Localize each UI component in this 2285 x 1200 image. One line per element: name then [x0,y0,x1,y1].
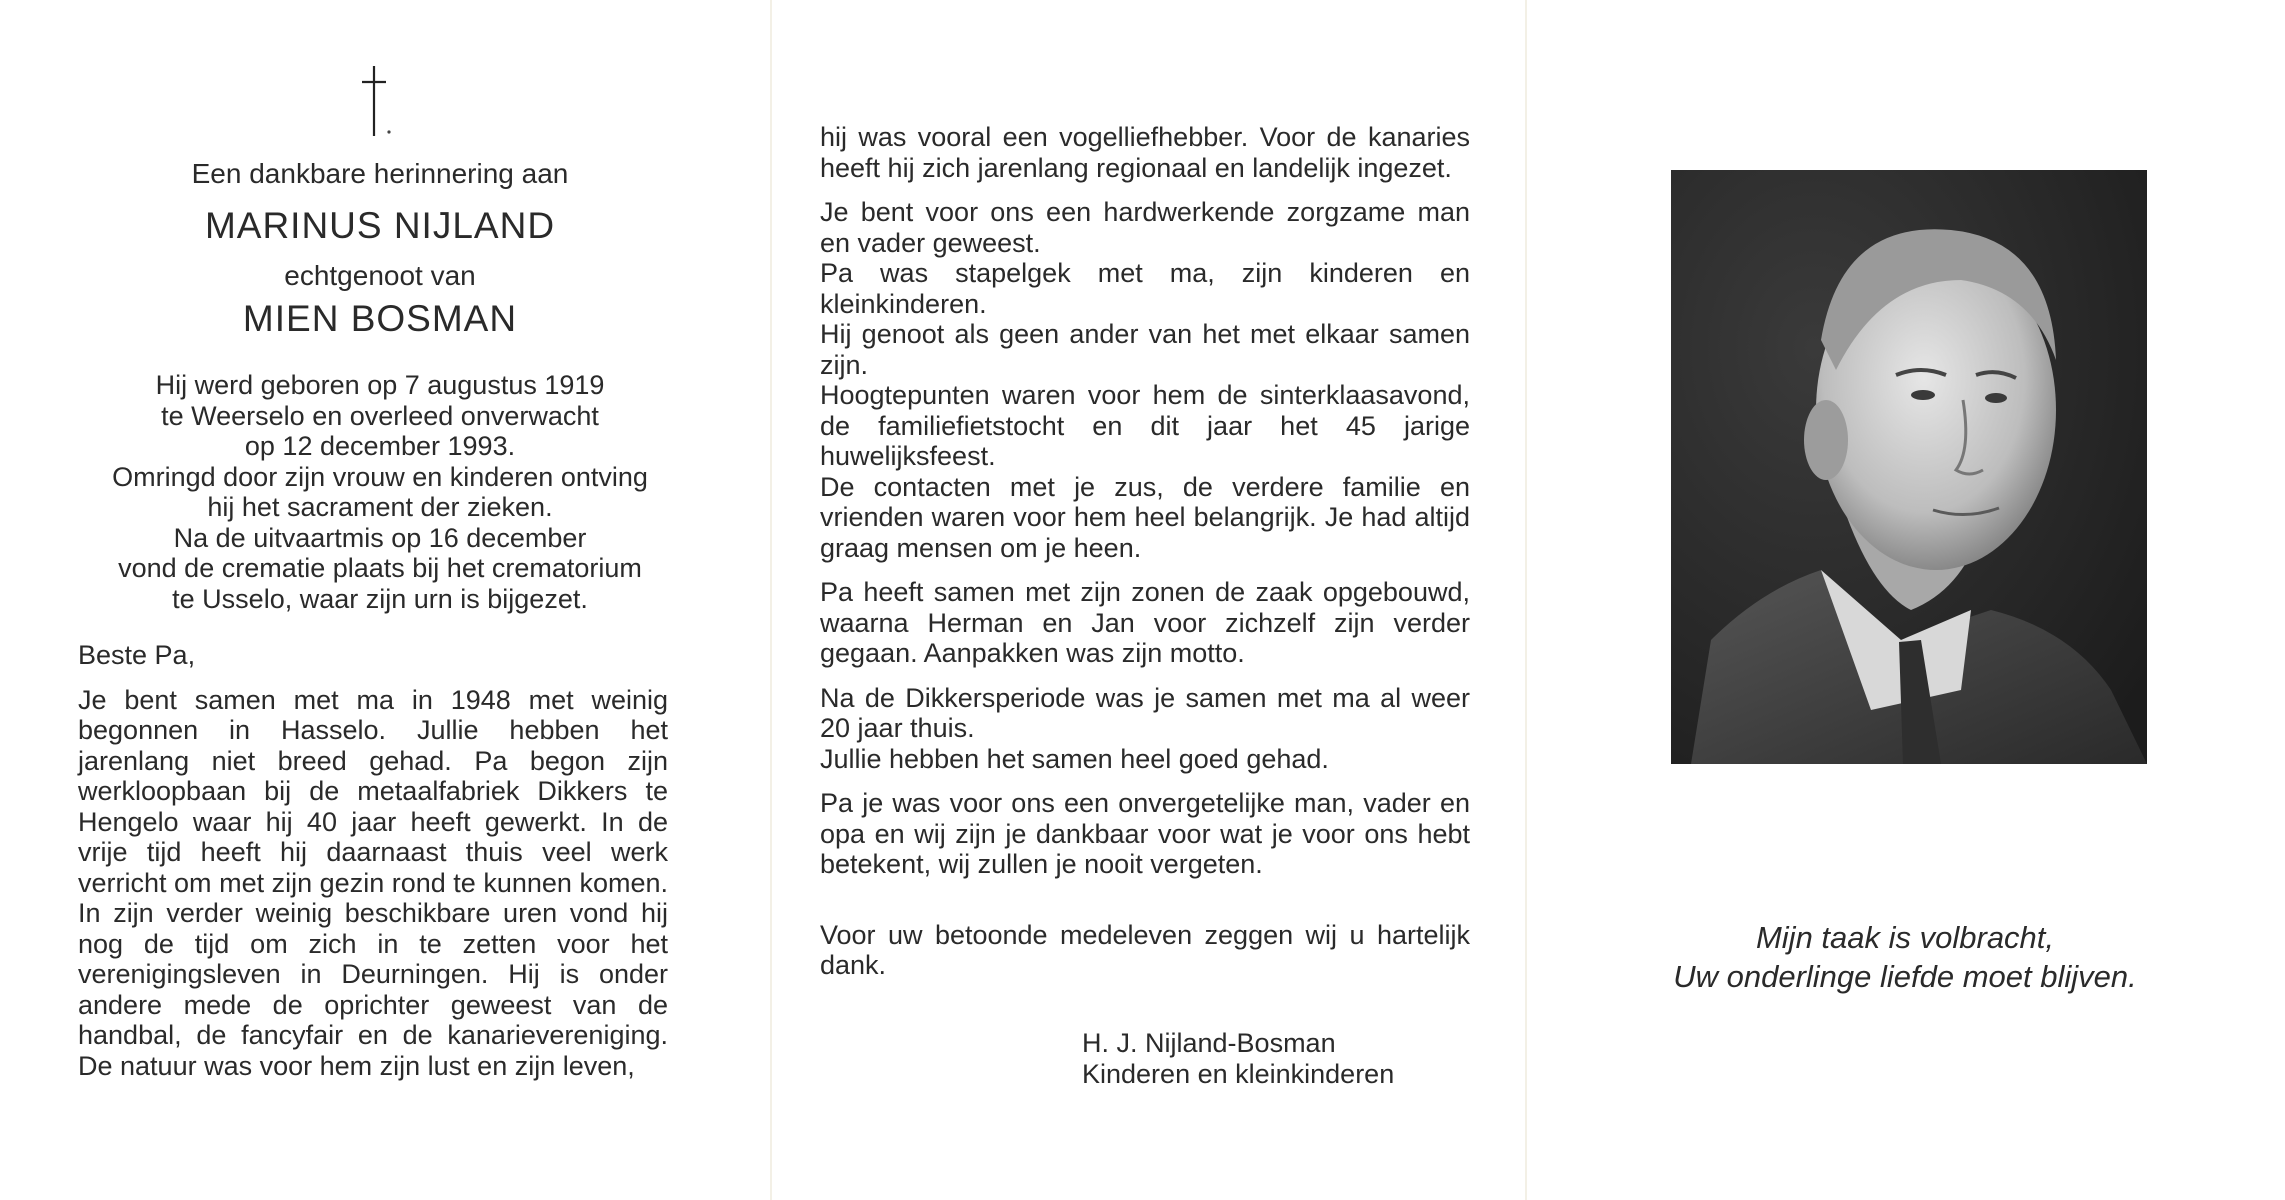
deceased-name: MARINUS NIJLAND [204,205,556,246]
bio-line: Omringd door zijn vrouw en kinderen ontving [112,461,648,492]
letter-paragraph: Je bent voor ons een hardwerkende zorgzame man en vader geweest. [820,197,1470,258]
portrait-photo [1671,170,2147,764]
signature-name: H. J. Nijland-Bosman [1082,1028,1336,1058]
quote [1525,918,2285,996]
letter-paragraph: Hij genoot als geen ander van het met elkaar samen zijn. [820,319,1470,380]
bio-line: Hij werd geboren op 7 augustus 1919 [155,370,605,400]
bio-line: te Usselo, waar zijn urn is bijgezet. [172,583,588,614]
bio-line: Na de uitvaartmis op 16 december [173,522,587,553]
quote-line: Mijn taak is volbracht, [1755,920,2055,955]
signature-family: Kinderen en kleinkinderen [1082,1058,1395,1089]
letter-paragraph: Na de Dikkersperiode was je samen met ma al weer 20 jaar thuis. [820,682,1470,743]
intro-text: Een dankbare herinnering aan [191,158,569,189]
letter-paragraph: De contacten met je zus, de verdere familie en vrienden waren voor hem heel belangrijk. Je had altijd graag mensen om je heen. [820,471,1470,563]
letter-paragraph: hij was vooral een vogelliefhebber. Voor de kanaries heeft hij zich jarenlang regionaal en landelijk ingezet. [820,122,1470,183]
letter-paragraph: Hoogtepunten waren voor hem de sinterklaasavond, de familiefietstocht en dit jaar het 45 jarige huwelijksfeest. [820,380,1470,471]
letter-part-1 [78,640,668,1081]
letter-paragraph: Pa je was voor ons een onvergetelijke man, vader en opa en wij zijn je dankbaar voor wat je voor ons hebt betekent, wij zullen je nooit vergeten. [820,788,1470,879]
spouse-label: echtgenoot van [284,260,476,291]
letter-paragraph: Je bent samen met ma in 1948 met weinig begonnen in Hasselo. Jullie hebben het jarenlang niet breed gehad. Pa begon zijn werkloopbaan bij de metaalfabriek Dikkers te Hengelo waar hij 40 jaar heeft gewerkt. In de vrije tijd heeft hij daarnaast thuis veel werk verricht om met zijn gezin rond te kunnen komen. In zijn verder weinig beschikbare uren vond hij nog de tijd om zich in te zetten voor het verenigingsleven in Deurningen. Hij is onder andere mede de oprichter geweest van de handbal, de fancyfair en de kanarievereniging. De natuur was voor hem zijn lust en zijn leven, [78,684,668,1081]
bio-line: vond de crematie plaats bij het crematorium [118,553,642,583]
letter-part-2 [820,122,1470,981]
letter-paragraph: Jullie hebben het samen heel goed gehad. [820,743,1329,774]
spouse-name: MIEN BOSMAN [242,298,518,339]
right-panel [1525,0,2285,1200]
letter-paragraph: Pa heeft samen met zijn zonen de zaak opgebouwd, waarna Herman en Jan voor zichzelf zijn verder gegaan. Aanpakken was zijn motto. [820,577,1470,668]
cross-icon [352,62,398,140]
thanks-paragraph: Voor uw betoonde medeleven zeggen wij u hartelijk dank. [820,919,1470,980]
middle-panel [760,0,1525,1200]
quote-line: Uw onderlinge liefde moet blijven. [1673,959,2137,994]
left-panel [0,0,760,1200]
bio-line: op 12 december 1993. [244,431,516,461]
bio-line: hij het sacrament der zieken. [207,492,553,522]
signature [1082,1028,1394,1089]
letter-paragraph: Pa was stapelgek met ma, zijn kinderen en kleinkinderen. [820,258,1470,319]
bio-line: te Weerselo en overleed onverwacht [161,400,599,431]
greeting: Beste Pa, [78,640,196,670]
biography [0,370,760,614]
